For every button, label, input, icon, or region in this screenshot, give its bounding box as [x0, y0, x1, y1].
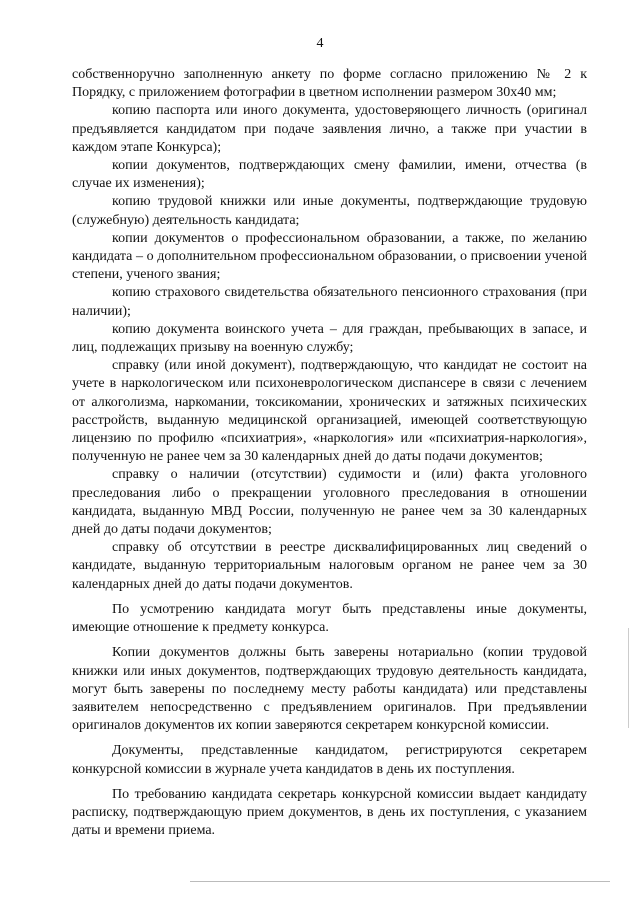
paragraph: справку о наличии (отсутствии) судимости и (или) факта уголовного преследования либо о прекращении уголовного преследования в отношении кандидата, выданную МВД России, полученную не ранее чем за 30 календарных дней до даты подачи документов; — [72, 467, 587, 538]
paragraph: Копии документов должны быть заверены нотариально (копии трудовой книжки или иных документов, подтверждающих трудовую деятельность кандидата, могут быть заверены по последнему месту работы кандидата) или представлены заявителем непосредственно с предъявлением оригиналов. При предъявлении оригиналов документов их копии заверяются секретарем конкурсной комиссии. — [72, 645, 587, 734]
paragraph: справку (или иной документ), подтверждающую, что кандидат не состоит на учете в наркологическом или психоневрологическом диспансере в связи с лечением от алкоголизма, наркомании, токсикомании, хронических и затяжных психических расстройств, выданную медицинской организацией, имеющей соответствующую лицензию по профилю «психиатрия», «наркология» или «психиатрия-наркология», полученную не ранее чем за 30 календарных дней до даты подачи документов; — [72, 358, 587, 465]
scan-bottom-line — [190, 881, 610, 882]
paragraph: справку об отсутствии в реестре дисквалифицированных лиц сведений о кандидате, выданную территориальным налоговым органом не ранее чем за 30 календарных дней до даты подачи документов. — [72, 540, 587, 592]
paragraph: копию паспорта или иного документа, удостоверяющего личность (оригинал предъявляется кандидатом при подаче заявления лично, а также при участии в каждом этапе Конкурса); — [72, 103, 587, 155]
paragraph: копию трудовой книжки или иные документы, подтверждающие трудовую (служебную) деятельность кандидата; — [72, 194, 587, 228]
paragraph: копию документа воинского учета – для граждан, пребывающих в запасе, и лиц, подлежащих призыву на военную службу; — [72, 321, 587, 356]
paragraph: копии документов, подтверждающих смену фамилии, имени, отчества (в случае их изменения); — [72, 158, 587, 192]
document-body — [72, 66, 587, 840]
paragraph: По требованию кандидата секретарь конкурсной комиссии выдает кандидату расписку, подтверждающую прием документов, в день их поступления, с указанием даты и времени приема. — [72, 786, 587, 839]
scan-margin-mark — [628, 628, 629, 728]
paragraph: Документы, представленные кандидатом, регистрируются секретарем конкурсной комиссии в журнале учета кандидатов в день их поступления. — [72, 743, 587, 777]
page-number: 4 — [316, 36, 324, 51]
paragraph: По усмотрению кандидата могут быть представлены иные документы, имеющие отношение к предмету конкурса. — [72, 601, 587, 636]
paragraph: копии документов о профессиональном образовании, а также, по желанию кандидата – о дополнительном профессиональном образовании, о присвоении ученой степени, ученого звания; — [72, 230, 587, 283]
paragraph: копию страхового свидетельства обязательного пенсионного страхования (при наличии); — [72, 285, 587, 319]
paragraph: собственноручно заполненную анкету по форме согласно приложению № 2 к Порядку, с приложением фотографии в цветном исполнении размером 30х40 мм; — [72, 67, 587, 101]
